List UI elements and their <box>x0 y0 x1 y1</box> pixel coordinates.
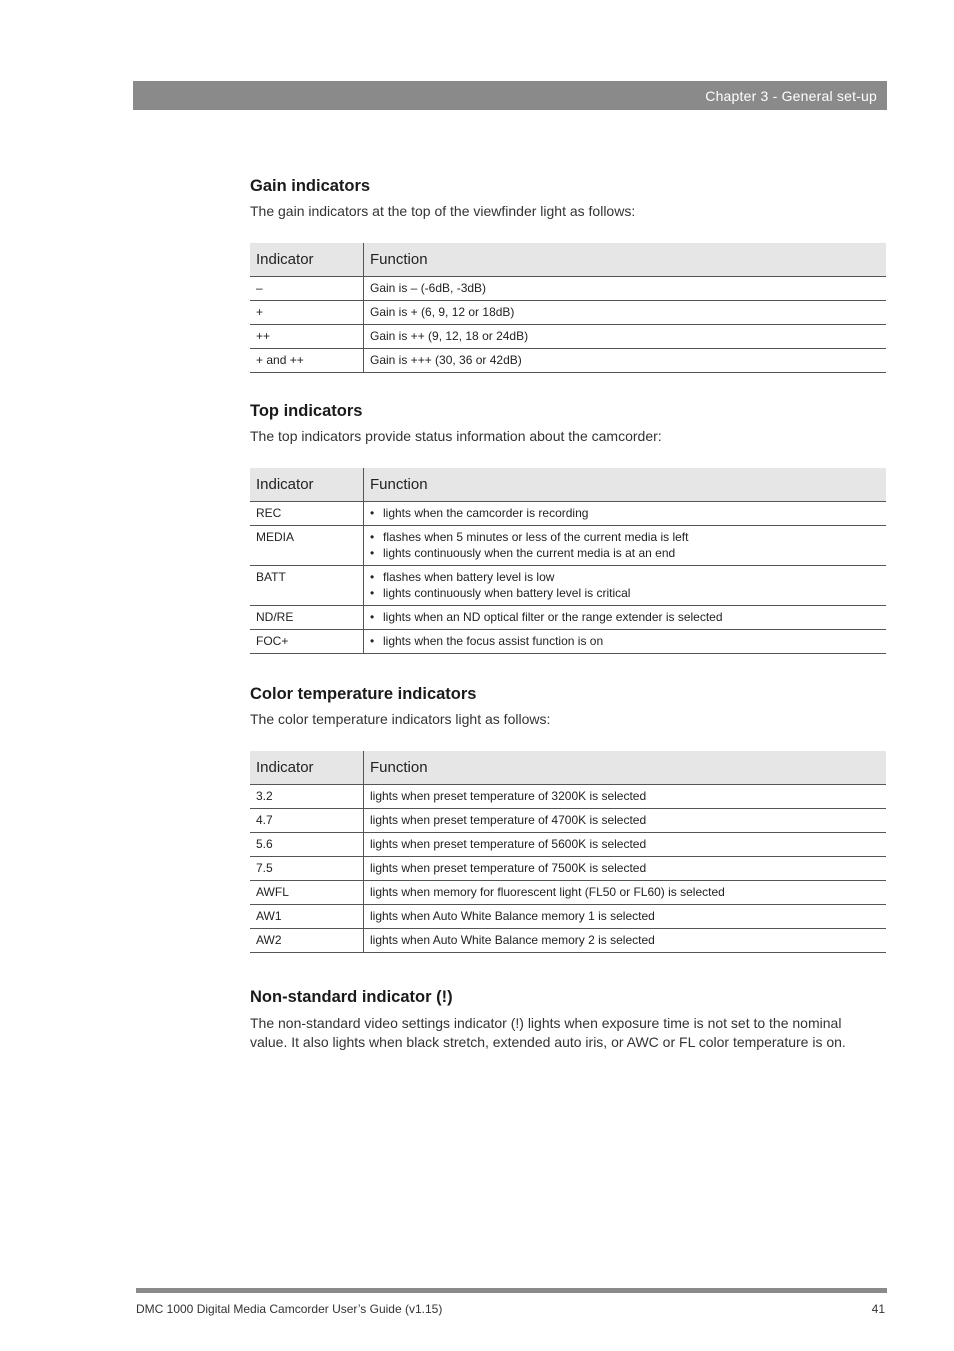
function-cell: Gain is + (6, 9, 12 or 18dB) <box>364 301 887 325</box>
column-header-indicator: Indicator <box>250 751 364 785</box>
function-cell: lights when memory for fluorescent light (FL50 or FL60) is selected <box>364 881 887 905</box>
function-cell: lights when preset temperature of 7500K is selected <box>364 857 887 881</box>
indicator-cell: BATT <box>250 566 364 606</box>
table-row <box>250 929 886 953</box>
indicator-cell: ND/RE <box>250 606 364 630</box>
nonstandard-section-text: The non-standard video settings indicator (!) lights when exposure time is not set to the nominal value. It also lights when black stretch, extended auto iris, or AWC or FL color temperature is on. <box>250 1015 846 1050</box>
table-row <box>250 301 886 325</box>
color-section-intro: The color temperature indicators light as follows: <box>250 711 551 727</box>
bullet-item: • lights when an ND optical filter or the range extender is selected <box>370 609 880 625</box>
table-row <box>250 809 886 833</box>
function-cell <box>364 606 887 630</box>
top-indicator-table <box>250 468 886 654</box>
footer-divider <box>136 1288 887 1293</box>
function-cell: lights when preset temperature of 4700K is selected <box>364 809 887 833</box>
indicator-cell: MEDIA <box>250 526 364 566</box>
indicator-cell: 3.2 <box>250 785 364 809</box>
footer-guide-title: DMC 1000 Digital Media Camcorder User’s Guide (v1.15) <box>136 1302 443 1316</box>
function-cell: lights when preset temperature of 3200K is selected <box>364 785 887 809</box>
bullet-item: • lights when the focus assist function is on <box>370 633 880 649</box>
indicator-cell: 4.7 <box>250 809 364 833</box>
table-row <box>250 833 886 857</box>
indicator-cell: – <box>250 277 364 301</box>
gain-indicator-table <box>250 243 886 373</box>
function-cell <box>364 630 887 654</box>
indicator-cell: 5.6 <box>250 833 364 857</box>
column-header-indicator: Indicator <box>250 468 364 502</box>
top-section-intro: The top indicators provide status information about the camcorder: <box>250 428 662 444</box>
function-cell: Gain is +++ (30, 36 or 42dB) <box>364 349 887 373</box>
function-cell <box>364 526 887 566</box>
color-temperature-table <box>250 751 886 953</box>
nonstandard-section-title: Non-standard indicator (!) <box>250 988 453 1006</box>
column-header-function: Function <box>364 468 887 502</box>
table-row <box>250 502 886 526</box>
column-header-function: Function <box>364 243 887 277</box>
indicator-cell: + and ++ <box>250 349 364 373</box>
function-cell: Gain is ++ (9, 12, 18 or 24dB) <box>364 325 887 349</box>
table-row <box>250 857 886 881</box>
table-row <box>250 277 886 301</box>
table-row <box>250 606 886 630</box>
table-row <box>250 785 886 809</box>
bullet-item: • lights continuously when battery level is critical <box>370 585 880 601</box>
bullet-item: • lights when the camcorder is recording <box>370 505 880 521</box>
indicator-cell: AW1 <box>250 905 364 929</box>
indicator-cell: + <box>250 301 364 325</box>
table-header-row <box>250 468 886 502</box>
gain-section-title: Gain indicators <box>250 177 371 195</box>
bullet-item: • flashes when battery level is low <box>370 569 880 585</box>
indicator-cell: AWFL <box>250 881 364 905</box>
chapter-title: Chapter 3 - General set-up <box>705 88 877 104</box>
column-header-indicator: Indicator <box>250 243 364 277</box>
chapter-header-bar <box>133 81 887 110</box>
table-row <box>250 566 886 606</box>
table-header-row <box>250 751 886 785</box>
function-cell: Gain is – (-6dB, -3dB) <box>364 277 887 301</box>
bullet-item: • lights continuously when the current media is at an end <box>370 545 880 561</box>
bullet-item: • flashes when 5 minutes or less of the current media is left <box>370 529 880 545</box>
function-cell <box>364 502 887 526</box>
function-cell: lights when Auto White Balance memory 2 is selected <box>364 929 887 953</box>
function-cell: lights when preset temperature of 5600K is selected <box>364 833 887 857</box>
indicator-cell: 7.5 <box>250 857 364 881</box>
indicator-cell: FOC+ <box>250 630 364 654</box>
table-row <box>250 526 886 566</box>
gain-section-intro: The gain indicators at the top of the viewfinder light as follows: <box>250 203 636 219</box>
page-number: 41 <box>871 1302 885 1316</box>
function-cell <box>364 566 887 606</box>
table-row <box>250 905 886 929</box>
table-header-row <box>250 243 886 277</box>
indicator-cell: REC <box>250 502 364 526</box>
table-row <box>250 881 886 905</box>
column-header-function: Function <box>364 751 887 785</box>
function-cell: lights when Auto White Balance memory 1 is selected <box>364 905 887 929</box>
table-row <box>250 630 886 654</box>
table-row <box>250 349 886 373</box>
indicator-cell: ++ <box>250 325 364 349</box>
color-section-title: Color temperature indicators <box>250 685 477 703</box>
indicator-cell: AW2 <box>250 929 364 953</box>
top-section-title: Top indicators <box>250 402 363 420</box>
table-row <box>250 325 886 349</box>
